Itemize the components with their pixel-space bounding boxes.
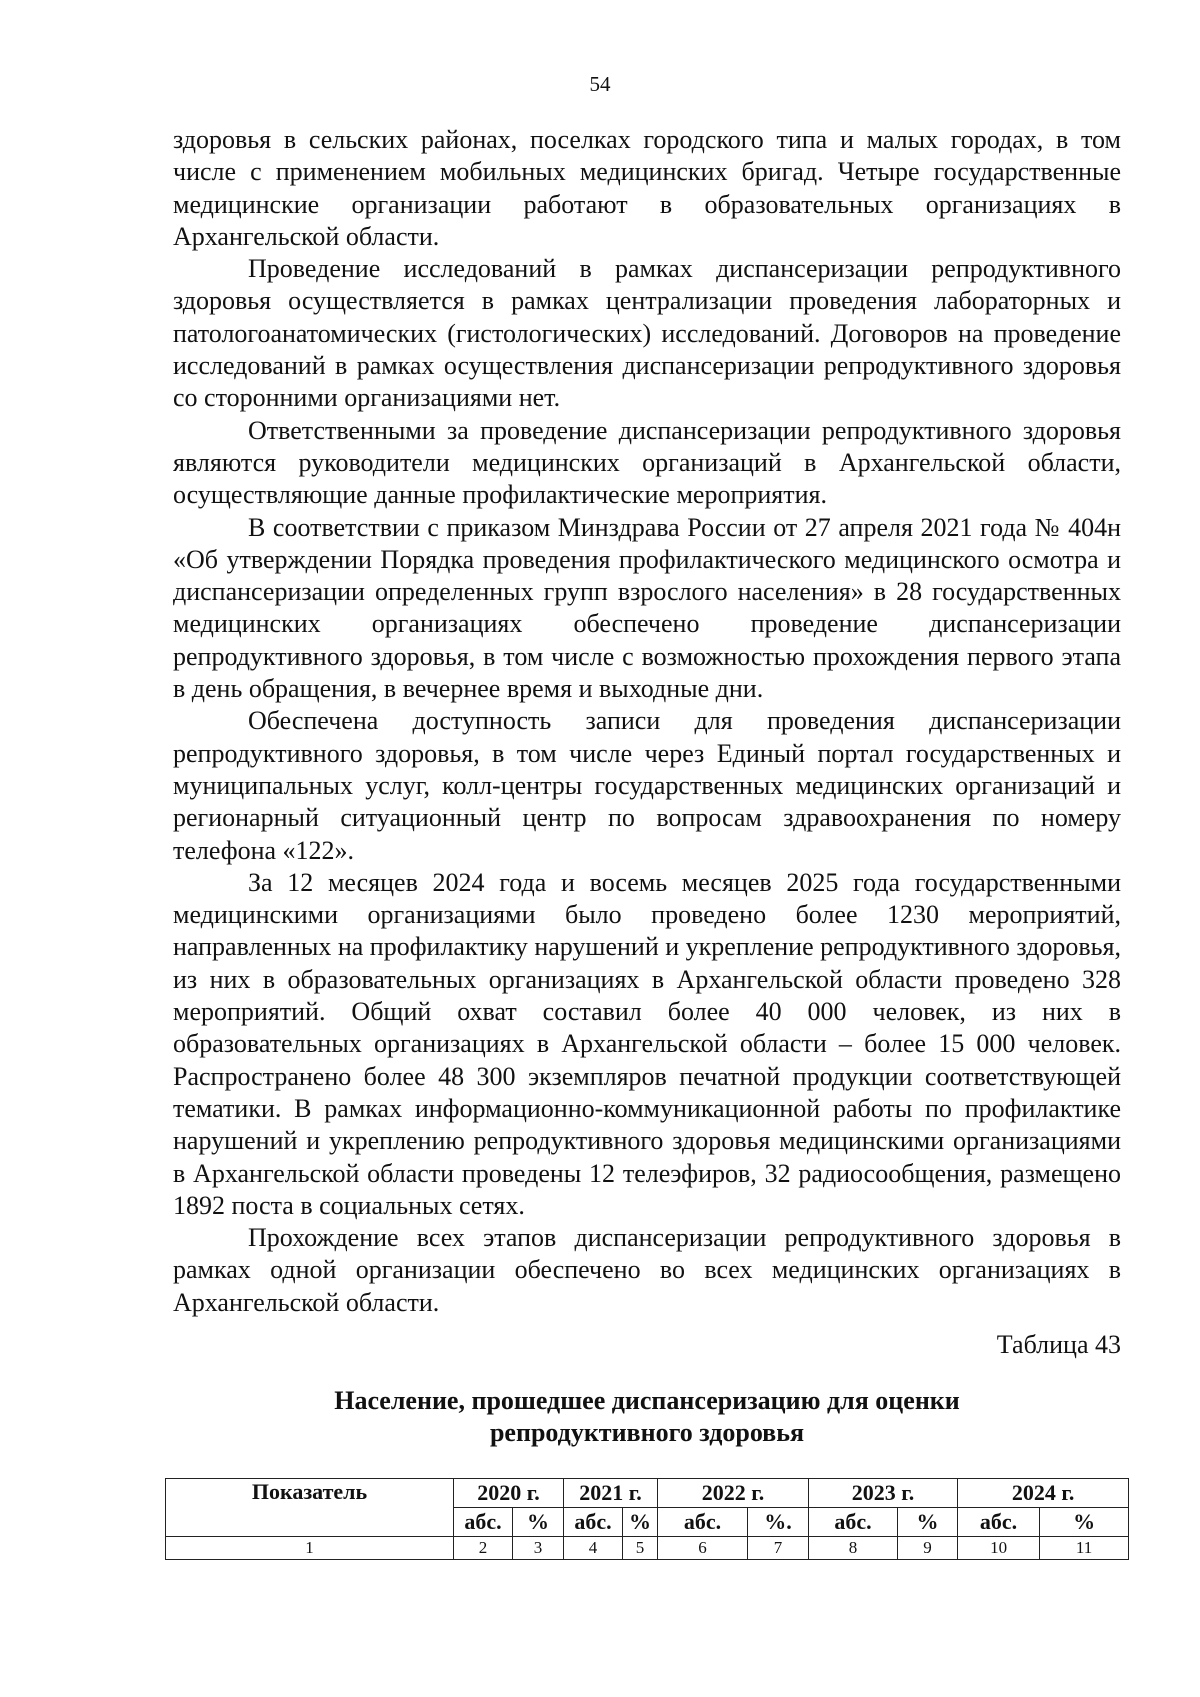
column-number: 10 — [958, 1537, 1040, 1560]
subheader-abs: абс. — [958, 1508, 1040, 1537]
column-number: 5 — [623, 1537, 658, 1560]
column-number: 1 — [166, 1537, 454, 1560]
paragraph-6: За 12 месяцев 2024 года и восемь месяцев 2025 года государственными медицинскими организациями было проведено более 1230 мероприятий, направленных на профилактику нарушений и укрепление репродуктивного здоровья, из них в образовательных организациях в Архангельской области проведено 328 мероприятий. Общий охват составил более 40 000 человек, из них в образовательных организациях в Архангельской области – более 15 000 человек. Распространено более 48 300 экземпляров печатной продукции соответствующей тематики. В рамках информационно-коммуникационной работы по профилактике нарушений и укреплению репродуктивного здоровья медицинскими организациями в Архангельской области проведены 12 телеэфиров, 32 радиосообщения, размещено 1892 поста в социальных сетях. — [173, 867, 1121, 1220]
column-number: 6 — [658, 1537, 748, 1560]
table-title-line-2: репродуктивного здоровья — [489, 1418, 805, 1447]
subheader-percent: % — [898, 1508, 958, 1537]
subheader-abs: абс. — [454, 1508, 513, 1537]
subheader-percent: %. — [748, 1508, 809, 1537]
column-number: 3 — [513, 1537, 564, 1560]
table-label: Таблица 43 — [996, 1330, 1121, 1359]
column-number-row — [166, 1537, 1129, 1560]
paragraph-1: здоровья в сельских районах, поселках городского типа и малых городах, в том числе с применением мобильных медицинских бригад. Четыре государственные медицинские организации работают в образовательных организациях в Архангельской области. — [173, 125, 1121, 251]
column-number: 11 — [1040, 1537, 1129, 1560]
year-header-2022: 2022 г. — [658, 1479, 809, 1508]
document-body — [173, 124, 1121, 1319]
table-title — [173, 1385, 1121, 1449]
paragraph-5: Обеспечена доступность записи для проведения диспансеризации репродуктивного здоровья, в том числе через Единый портал государственных и муниципальных услуг, колл-центры государственных медицинских организаций и регионарный ситуационный центр по вопросам здравоохранения по номеру телефона «122». — [173, 706, 1121, 865]
year-header-2023: 2023 г. — [809, 1479, 958, 1508]
subheader-percent: % — [513, 1508, 564, 1537]
column-number: 7 — [748, 1537, 809, 1560]
page-number: 54 — [589, 72, 611, 96]
column-number: 8 — [809, 1537, 898, 1560]
table-header-row — [166, 1479, 1129, 1508]
table-title-line-1: Население, прошедшее диспансеризацию для оценки — [334, 1386, 960, 1415]
subheader-percent: % — [1040, 1508, 1129, 1537]
year-header-2020: 2020 г. — [454, 1479, 564, 1508]
column-number: 2 — [454, 1537, 513, 1560]
indicator-header: Показатель — [166, 1479, 454, 1537]
population-table — [165, 1478, 1129, 1560]
subheader-abs: абс. — [658, 1508, 748, 1537]
subheader-abs: абс. — [809, 1508, 898, 1537]
subheader-abs: абс. — [564, 1508, 623, 1537]
paragraph-2: Проведение исследований в рамках диспансеризации репродуктивного здоровья осуществляется в рамках централизации проведения лабораторных и патологоанатомических (гистологических) исследований. Договоров на проведение исследований в рамках осуществления диспансеризации репродуктивного здоровья со сторонними организациями нет. — [173, 254, 1121, 413]
column-number: 4 — [564, 1537, 623, 1560]
paragraph-3: Ответственными за проведение диспансеризации репродуктивного здоровья являются руководители медицинских организаций в Архангельской области, осуществляющие данные профилактические мероприятия. — [173, 415, 1121, 510]
paragraph-4: В соответствии с приказом Минздрава России от 27 апреля 2021 года № 404н «Об утверждении Порядка проведения профилактического медицинского осмотра и диспансеризации определенных групп взрослого населения» в 28 государственных медицинских организациях обеспечено проведение диспансеризации репродуктивного здоровья, в том числе с возможностью прохождения первого этапа в день обращения, в вечернее время и выходные дни. — [173, 512, 1121, 704]
column-number: 9 — [898, 1537, 958, 1560]
year-header-2024: 2024 г. — [958, 1479, 1129, 1508]
year-header-2021: 2021 г. — [564, 1479, 658, 1508]
subheader-percent: % — [623, 1508, 658, 1537]
paragraph-7: Прохождение всех этапов диспансеризации репродуктивного здоровья в рамках одной организации обеспечено во всех медицинских организациях в Архангельской области. — [173, 1223, 1121, 1317]
